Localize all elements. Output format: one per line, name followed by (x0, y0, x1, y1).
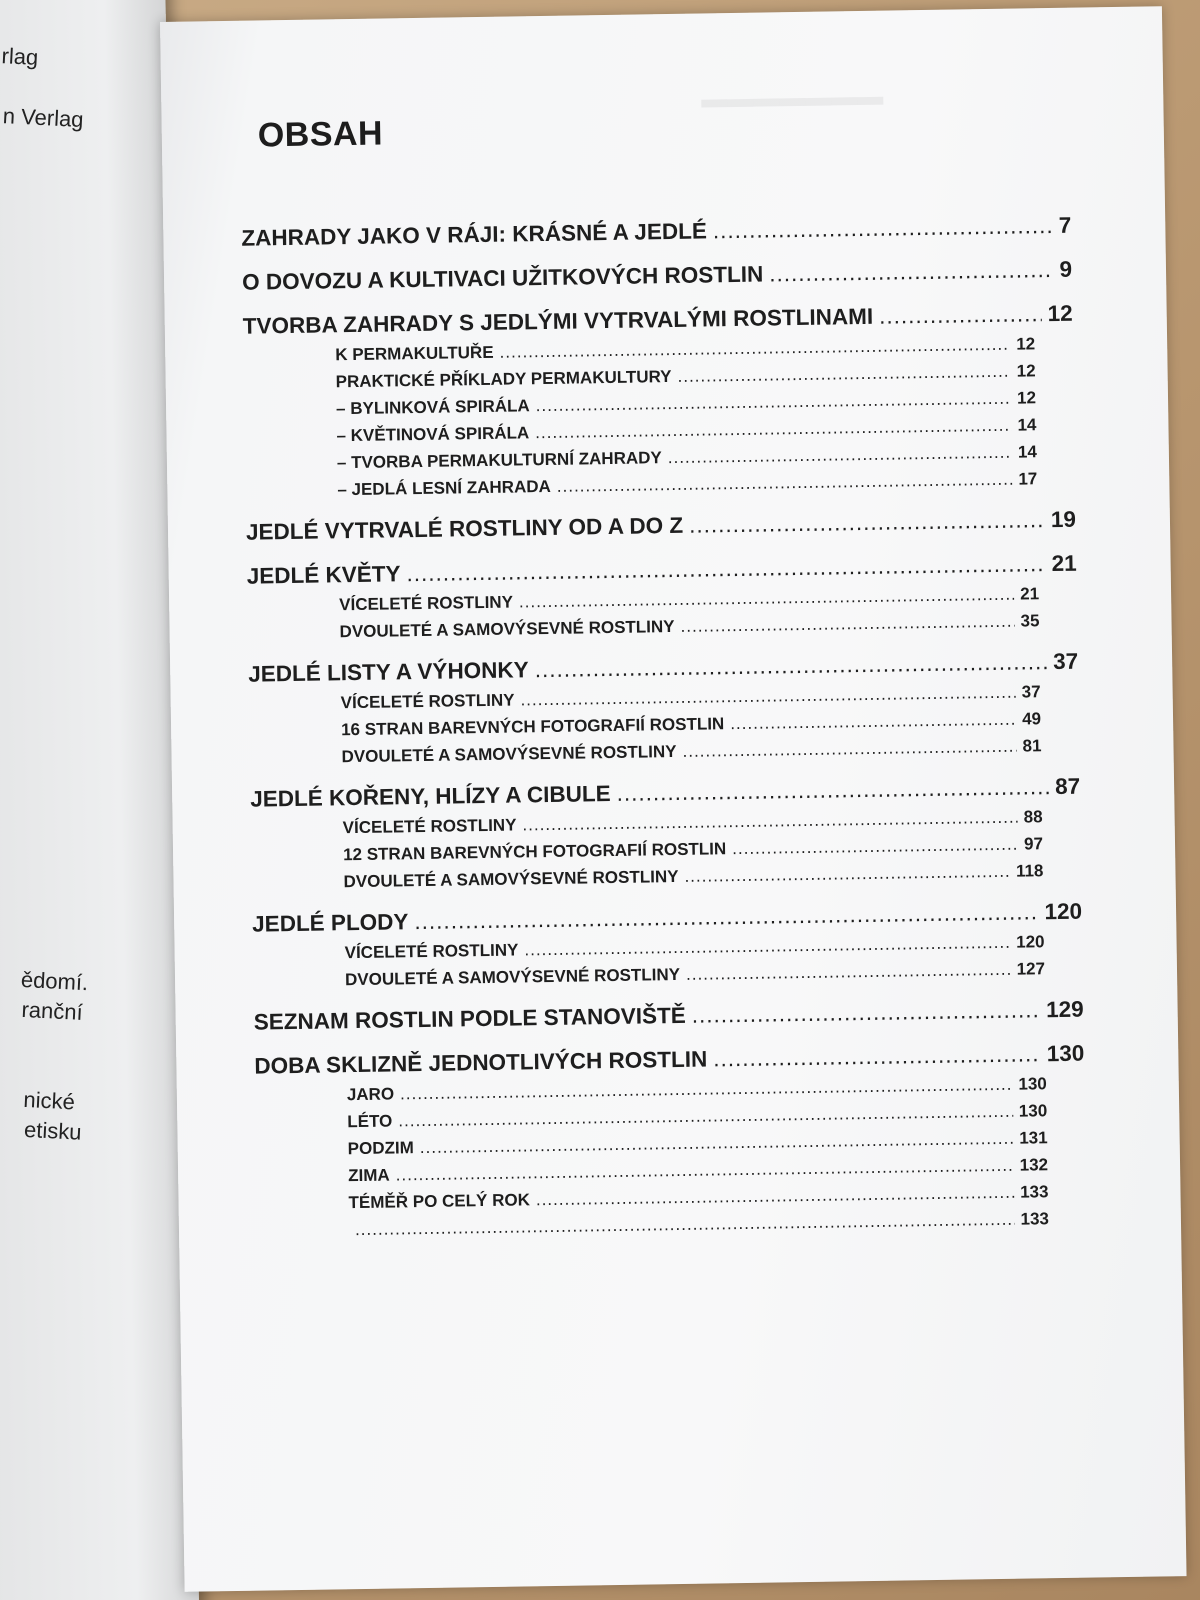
toc-subsection-entry (343, 834, 1043, 865)
dot-leader (396, 1156, 1014, 1186)
toc-chapter-entry (254, 1041, 1084, 1080)
toc-page-number: 132 (1019, 1155, 1049, 1175)
toc-page-number: 127 (1016, 959, 1046, 979)
toc-entry-label: DVOULETÉ A SAMOVÝSEVNÉ ROSTLINY (344, 964, 681, 990)
toc-subsection-entry (336, 415, 1036, 446)
toc-entry-label: JEDLÉ KVĚTY (246, 561, 401, 589)
dot-leader (520, 683, 1016, 711)
left-page-fragment: ranční (20, 996, 84, 1025)
show-through-decoration: ▬▬▬▬▬▬▬ (701, 80, 884, 114)
toc-chapter-entry (254, 997, 1084, 1036)
toc-subsection-entry (348, 1128, 1048, 1159)
left-page-fragment: etisku (23, 1116, 83, 1145)
toc-entry-label: ZAHRADY JAKO V RÁJI: KRÁSNÉ A JEDLÉ (241, 218, 708, 251)
dot-leader (684, 862, 1010, 887)
dot-leader (522, 808, 1018, 836)
book-page (160, 6, 1187, 1592)
toc-chapter-entry (241, 213, 1071, 252)
toc-entry-label: K PERMAKULTUŘE (335, 342, 494, 365)
toc-page-number: 9 (1059, 256, 1073, 282)
dot-leader (616, 774, 1049, 807)
toc-page-number: 130 (1018, 1101, 1048, 1121)
toc-page-number: 118 (1015, 861, 1044, 881)
toc-subsection-entry (337, 469, 1037, 500)
toc-entry-label: – JEDLÁ LESNÍ ZAHRADA (337, 476, 551, 500)
toc-page-number: 130 (1018, 1074, 1047, 1094)
toc-subsection-entry (335, 334, 1035, 365)
toc-subsection-entry (347, 1074, 1047, 1105)
toc-subsection-entry (348, 1182, 1048, 1213)
dot-leader (535, 649, 1048, 683)
toc-entry-label: VÍCELETÉ ROSTLINY (339, 592, 514, 615)
toc-title: OBSAH (257, 114, 384, 155)
toc-subsection-entry (343, 861, 1043, 892)
toc-entry-label: PRAKTICKÉ PŘÍKLADY PERMAKULTURY (335, 367, 672, 392)
toc-entry-label: JEDLÉ LISTY A VÝHONKY (248, 657, 529, 687)
dot-leader (879, 301, 1042, 330)
toc-page-number: 7 (1058, 212, 1072, 238)
dot-leader (692, 997, 1041, 1028)
toc-entry-label: JEDLÉ VYTRVALÉ ROSTLINY OD A DO Z (245, 512, 684, 545)
toc-page-number: 97 (1023, 834, 1044, 854)
toc-page-number: 129 (1045, 996, 1084, 1023)
left-page-fragment: n Verlag (2, 103, 85, 133)
dot-leader (420, 1129, 1014, 1158)
toc-subsection-entry (347, 1101, 1047, 1132)
dot-leader (536, 389, 1012, 416)
dot-leader (535, 416, 1012, 443)
toc-subsection-entry (344, 932, 1044, 963)
toc-page-number: 12 (1047, 300, 1073, 327)
toc-subsection-entry (339, 584, 1039, 615)
toc-entry-label: 12 STRAN BAREVNÝCH FOTOGRAFIÍ ROSTLIN (342, 839, 727, 865)
dot-leader (536, 1183, 1015, 1211)
toc-entry-label: 16 STRAN BAREVNÝCH FOTOGRAFIÍ ROSTLIN (340, 714, 725, 740)
dot-leader (414, 899, 1039, 935)
toc-page-number: 81 (1022, 736, 1042, 756)
toc-page-number: 133 (1020, 1209, 1050, 1229)
toc-subsection-entry (345, 959, 1045, 990)
toc-entry-label: O DOVOZU A KULTIVACI UŽITKOVÝCH ROSTLIN (241, 261, 764, 295)
toc-entry-label: – KVĚTINOVÁ SPIRÁLA (336, 423, 530, 446)
dot-leader (682, 737, 1016, 762)
toc-page-number: 88 (1023, 807, 1043, 827)
toc-entry-label: VÍCELETÉ ROSTLINY (342, 815, 517, 838)
toc-page-number: 14 (1017, 442, 1038, 462)
toc-subsection-entry (341, 709, 1041, 740)
toc-entry-label: VÍCELETÉ ROSTLINY (340, 690, 515, 713)
toc-subsection-entry (336, 388, 1036, 419)
dot-leader (689, 507, 1045, 539)
toc-entry-label: DVOULETÉ A SAMOVÝSEVNÉ ROSTLINY (339, 616, 675, 642)
toc-page-number: 17 (1018, 469, 1038, 489)
table-of-contents (239, 104, 1087, 1242)
toc-entry-label: SEZNAM ROSTLIN PODLE STANOVIŠTĚ (253, 1002, 686, 1035)
toc-entry-label: ZIMA (347, 1165, 390, 1186)
dot-leader (524, 933, 1010, 961)
toc-page-number: 131 (1019, 1128, 1048, 1148)
toc-chapter-entry (248, 649, 1078, 688)
toc-page-number: 12 (1016, 388, 1037, 408)
dot-leader (677, 362, 1010, 387)
toc-entry-label: TVORBA ZAHRADY S JEDLÝMI VYTRVALÝMI ROSTLINAMI (242, 303, 874, 339)
dot-leader (400, 1075, 1013, 1105)
toc-page-number: 87 (1054, 773, 1081, 800)
toc-subsection-entry (341, 682, 1041, 713)
toc-list (241, 213, 1087, 1242)
toc-chapter-entry (247, 551, 1077, 590)
toc-subsection-entry (337, 442, 1037, 473)
toc-entry-label: JARO (346, 1084, 395, 1105)
toc-page-number: 130 (1046, 1040, 1085, 1067)
left-page-fragment: ědomí. (20, 966, 89, 996)
dot-leader (713, 1041, 1041, 1072)
toc-chapter-entry (250, 774, 1080, 813)
toc-page-number: 35 (1020, 611, 1040, 631)
dot-leader (769, 257, 1054, 287)
left-page-fragment: rlag (1, 43, 39, 70)
toc-entry-label: JEDLÉ KOŘENY, HLÍZY A CIBULE (250, 781, 611, 812)
toc-page-number: 37 (1021, 682, 1041, 702)
toc-page-number: 21 (1051, 550, 1077, 577)
toc-entry-label: DOBA SKLIZNĚ JEDNOTLIVÝCH ROSTLIN (254, 1046, 708, 1079)
toc-page-number: 12 (1016, 361, 1036, 381)
toc-page-number: 21 (1020, 584, 1040, 604)
toc-entry-label: – TVORBA PERMAKULTURNÍ ZAHRADY (336, 448, 662, 473)
toc-subsection-entry (343, 807, 1043, 838)
toc-entry-label: JEDLÉ PLODY (251, 909, 409, 937)
dot-leader (732, 835, 1018, 859)
dot-leader (398, 1102, 1013, 1132)
toc-chapter-entry (243, 301, 1073, 340)
dot-leader (499, 335, 1010, 363)
toc-chapter-entry (252, 899, 1082, 938)
toc-chapter-entry (242, 257, 1072, 296)
toc-subsection-entry (349, 1209, 1049, 1240)
dot-leader (713, 213, 1053, 244)
toc-subsection-entry (341, 736, 1041, 767)
toc-page-number: 120 (1044, 898, 1083, 925)
toc-page-number: 12 (1016, 334, 1036, 354)
dot-leader (355, 1210, 1015, 1240)
dot-leader (686, 960, 1011, 985)
toc-chapter-entry (246, 507, 1076, 546)
toc-entry-label: TÉMĚŘ PO CELÝ ROK (348, 1190, 531, 1213)
left-page-fragment: nické (22, 1086, 76, 1115)
toc-page-number: 37 (1052, 648, 1079, 675)
toc-page-number: 14 (1017, 415, 1037, 435)
dot-leader (730, 710, 1016, 734)
dot-leader (680, 612, 1014, 637)
toc-entry-label: VÍCELETÉ ROSTLINY (344, 940, 519, 963)
dot-leader (519, 585, 1015, 613)
toc-subsection-entry (339, 611, 1039, 642)
toc-entry-label: LÉTO (347, 1111, 393, 1132)
dot-leader (557, 470, 1013, 497)
dot-leader (406, 551, 1046, 587)
toc-entry-label: PODZIM (347, 1138, 414, 1159)
toc-page-number: 133 (1019, 1182, 1049, 1202)
toc-page-number: 49 (1021, 709, 1042, 729)
toc-page-number: 19 (1050, 506, 1077, 533)
toc-subsection-entry (348, 1155, 1048, 1186)
toc-page-number: 120 (1016, 932, 1045, 952)
toc-subsection-entry (336, 361, 1036, 392)
toc-entry-label: – BYLINKOVÁ SPIRÁLA (335, 396, 530, 419)
toc-entry-label: DVOULETÉ A SAMOVÝSEVNÉ ROSTLINY (343, 866, 679, 892)
toc-entry-label: DVOULETÉ A SAMOVÝSEVNÉ ROSTLINY (341, 741, 677, 767)
dot-leader (668, 443, 1012, 468)
